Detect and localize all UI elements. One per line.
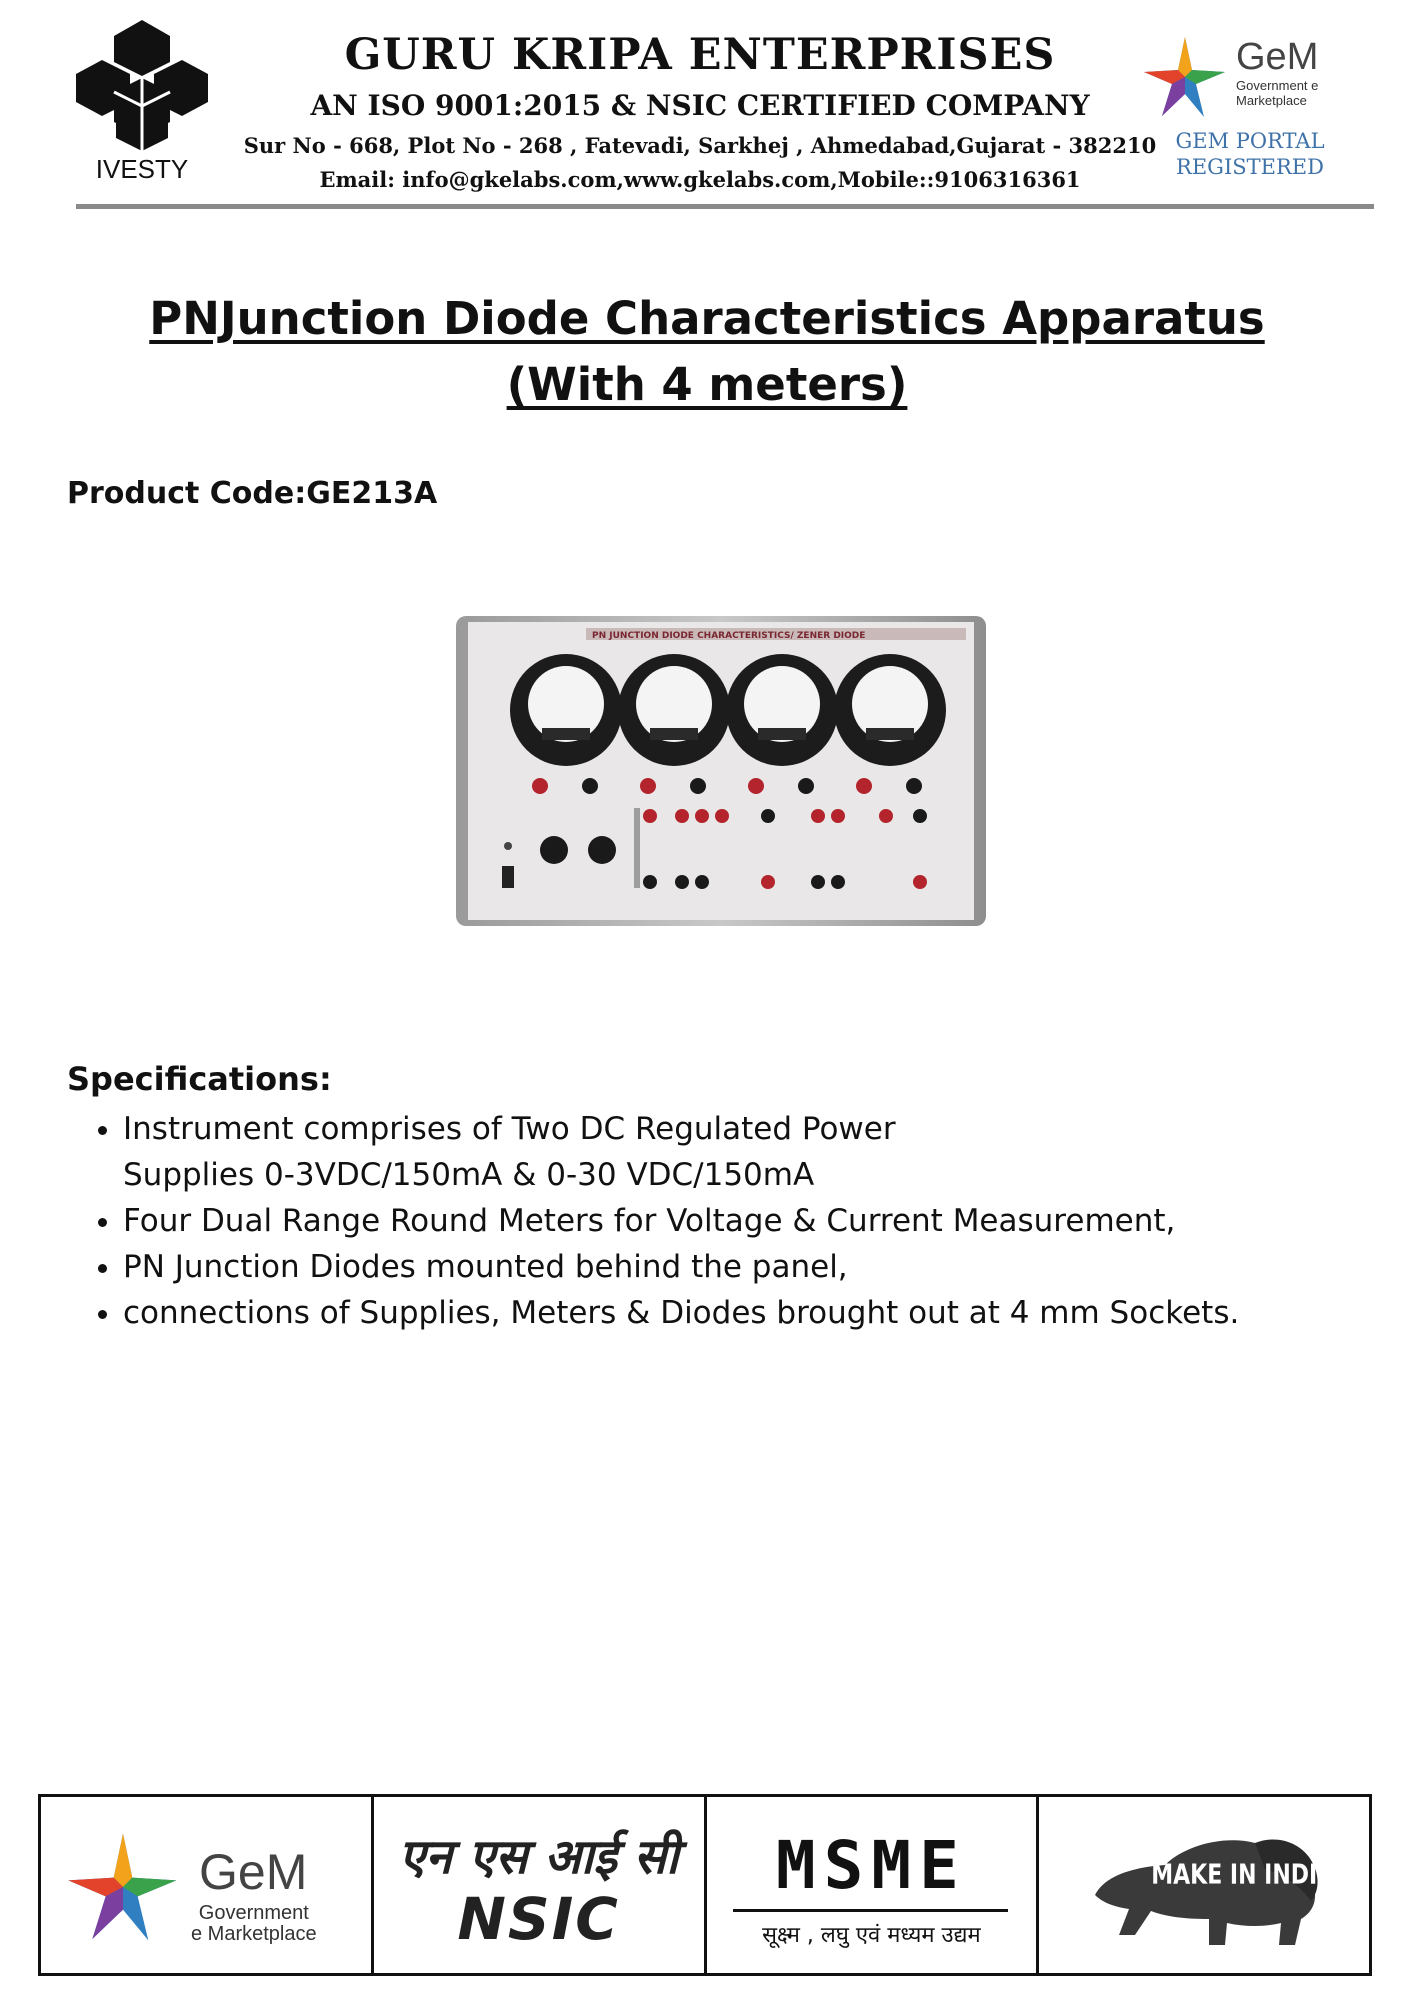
company-logo — [72, 18, 212, 193]
page-title — [100, 286, 1314, 418]
voltage-knob-1 — [540, 836, 568, 864]
list-item: • PN Junction Diodes mounted behind the panel, — [123, 1244, 1383, 1290]
footer-msme-logo — [707, 1797, 1040, 1973]
gem-star-icon — [1140, 32, 1230, 122]
gem-portal-line2: REGISTERED — [1176, 155, 1324, 179]
list-item: • Instrument comprises of Two DC Regulated Power Supplies 0-3VDC/150mA & 0-30 VDC/150mA — [123, 1106, 1383, 1198]
title-line-1: PNJunction Diode Characteristics Apparatus — [149, 292, 1265, 345]
product-photo — [452, 600, 992, 956]
specifications-heading: Specifications: — [67, 1060, 332, 1098]
product-code: Product Code:GE213A — [67, 476, 438, 511]
meter-1 — [510, 654, 622, 766]
msme-divider — [733, 1909, 1008, 1912]
footer-gem-subtitle — [191, 1903, 317, 1945]
list-item: • Four Dual Range Round Meters for Voltage & Current Measurement, — [123, 1198, 1383, 1244]
gem-logo-subtitle: Government e Marketplace — [1236, 78, 1319, 108]
voltage-knob-2 — [588, 836, 616, 864]
company-header — [240, 28, 1160, 196]
meter-3 — [726, 654, 838, 766]
title-line-2: (With 4 meters) — [506, 358, 908, 411]
company-name: GURU KRIPA ENTERPRISES — [344, 30, 1056, 80]
cube-logo-icon — [72, 18, 212, 153]
gem-portal-registered — [1140, 128, 1360, 180]
company-contact: Email: info@gkelabs.com,www.gkelabs.com,Mobile::9106316361 — [319, 167, 1081, 192]
msme-wordmark: MSME — [775, 1827, 967, 1904]
gem-portal-badge — [1140, 30, 1340, 190]
footer-make-in-india-logo — [1039, 1797, 1369, 1973]
meter-2 — [618, 654, 730, 766]
make-in-india-text: MAKE IN INDIA — [1151, 1859, 1335, 1892]
list-item: • connections of Supplies, Meters & Diodes brought out at 4 mm Sockets. — [123, 1290, 1383, 1336]
apparatus-panel-illustration — [452, 600, 992, 956]
footer-gem-sub-line1: Government — [198, 1902, 309, 1924]
logo-brand-text: IVESTY — [95, 154, 189, 184]
gem-portal-line1: GEM PORTAL — [1175, 129, 1325, 153]
specifications-list — [67, 1106, 1383, 1336]
nsic-hindi-text: एन एस आई सी — [398, 1829, 679, 1885]
power-switch — [502, 866, 514, 888]
footer-logo-strip — [38, 1794, 1372, 1976]
footer-gem-word: GeM — [199, 1844, 308, 1900]
panel-label: PN JUNCTION DIODE CHARACTERISTICS/ ZENER DIODE — [592, 631, 866, 641]
footer-gem-logo — [41, 1797, 374, 1973]
nsic-english-text: NSIC — [457, 1885, 620, 1953]
company-address: Sur No - 668, Plot No - 268 , Fatevadi, Sarkhej , Ahmedabad,Gujarat - 382210 — [243, 133, 1157, 158]
meter-4 — [834, 654, 946, 766]
header-divider — [76, 204, 1374, 209]
footer-nsic-logo — [374, 1797, 707, 1973]
msme-hindi-text: सूक्ष्म , लघु एवं मध्यम उद्यम — [762, 1923, 981, 1948]
certification-line: AN ISO 9001:2015 & NSIC CERTIFIED COMPANY — [310, 89, 1090, 122]
footer-gem-sub-line2: e Marketplace — [191, 1923, 317, 1945]
gem-logo-word: GeM — [1236, 36, 1319, 78]
gem-star-icon — [63, 1827, 183, 1947]
